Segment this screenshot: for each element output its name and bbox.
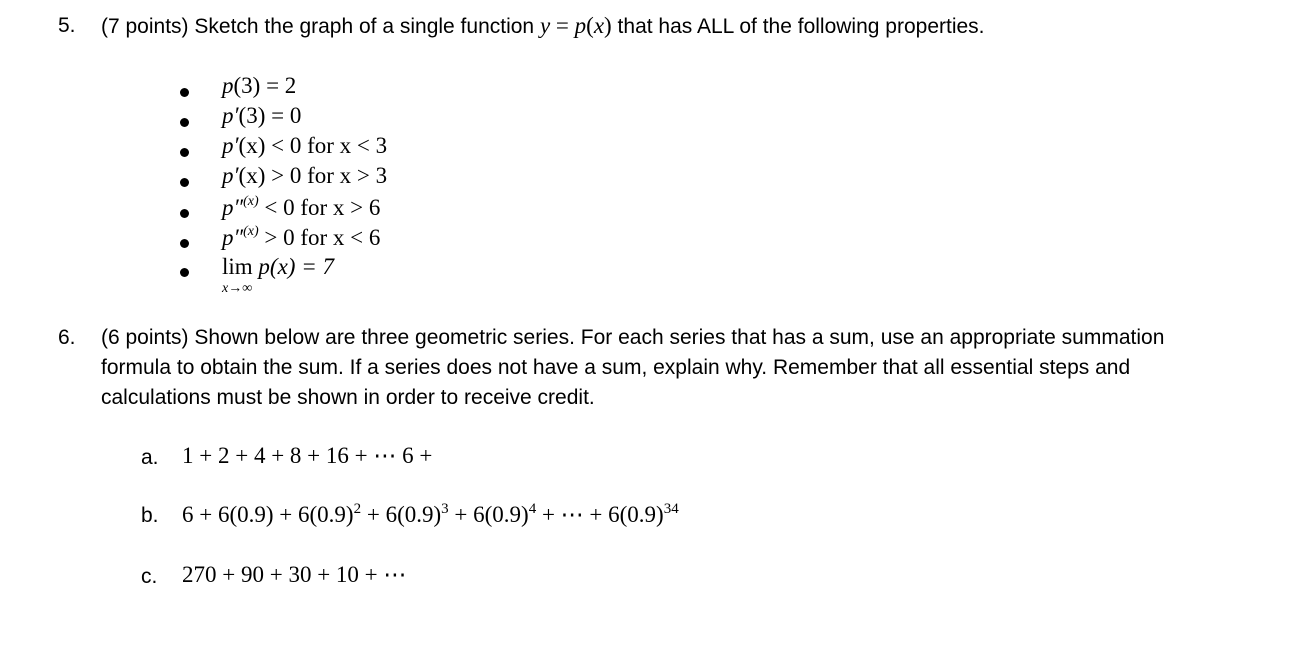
prop-fn: p′ xyxy=(222,103,239,128)
prop-text: > 0 for x < 6 xyxy=(258,225,381,250)
prop-text: (3) = 0 xyxy=(238,103,302,128)
prompt-text: Sketch the graph of a single function xyxy=(194,15,540,38)
bullet-icon xyxy=(180,88,189,97)
series-b xyxy=(182,501,679,528)
question-number: 5. xyxy=(58,14,76,37)
prop-sup: (x) xyxy=(243,194,259,209)
exponent: 4 xyxy=(528,501,537,517)
exponent: 2 xyxy=(353,501,362,517)
question-number: 6. xyxy=(58,326,76,349)
series-term: 6 + 6(0.9) + 6(0.9) xyxy=(182,502,354,527)
bullet-icon xyxy=(180,118,189,127)
var-y: y xyxy=(539,13,551,38)
item-label-b: b. xyxy=(141,504,159,527)
prop-text: (3) = 2 xyxy=(233,73,297,98)
prop-fn: p′ xyxy=(222,163,239,188)
property-3 xyxy=(222,133,387,159)
bullet-icon xyxy=(180,239,189,248)
exponent: 34 xyxy=(663,501,679,517)
exponent: 3 xyxy=(441,501,449,517)
points-label: (7 points) xyxy=(101,15,189,38)
item-label-a: a. xyxy=(141,446,159,469)
prop-text: < 0 for x > 6 xyxy=(258,195,381,220)
series-c: 270 + 90 + 30 + 10 + ⋯ xyxy=(182,562,407,587)
prop-text: (x) > 0 for x > 3 xyxy=(238,163,388,188)
bullet-icon xyxy=(180,148,189,157)
prop-fn: p″ xyxy=(222,195,244,220)
series-a: 1 + 2 + 4 + 8 + 16 + ⋯ 6 + xyxy=(182,443,433,468)
lim-expr: p(x) = 7 xyxy=(258,254,334,279)
prop-fn: p″ xyxy=(222,225,244,250)
property-1 xyxy=(222,73,296,99)
lim-subscript: x→∞ xyxy=(222,281,253,296)
prop-text: (x) < 0 for x < 3 xyxy=(238,133,388,158)
var-x: x xyxy=(593,13,605,38)
property-4 xyxy=(222,163,387,189)
property-2 xyxy=(222,103,301,129)
lim-word: lim xyxy=(222,254,253,279)
prompt-text: Shown below are three geometric series. For each series that has a sum, use an appropriate summation xyxy=(194,326,1165,349)
var-p: p xyxy=(574,13,587,38)
property-limit xyxy=(222,254,334,298)
prop-fn: p xyxy=(222,73,234,98)
equals: = xyxy=(550,13,575,38)
question-prompt-line-2: formula to obtain the sum. If a series does not have a sum, explain why. Remember that all essential steps and xyxy=(101,356,1131,379)
bullet-icon xyxy=(180,268,189,277)
property-6 xyxy=(222,224,380,251)
prop-fn: p′ xyxy=(222,133,239,158)
question-prompt-line-1 xyxy=(101,324,1164,352)
question-prompt: (7 points) Sketch the graph of a single function y = p(x) that has ALL of the following properties. xyxy=(101,13,985,38)
question-prompt-line-3: calculations must be shown in order to receive credit. xyxy=(101,386,595,409)
series-term: + 6(0.9) xyxy=(361,502,442,527)
property-5 xyxy=(222,194,380,221)
points-label: (6 points) xyxy=(101,326,189,349)
series-term: + ⋯ + 6(0.9) xyxy=(536,502,664,527)
item-label-c: c. xyxy=(141,565,158,588)
bullet-icon xyxy=(180,178,189,187)
bullet-icon xyxy=(180,209,189,218)
series-term: + 6(0.9) xyxy=(448,502,529,527)
prompt-text-end: that has ALL of the following properties. xyxy=(611,15,985,38)
prop-sup: (x) xyxy=(243,224,259,239)
